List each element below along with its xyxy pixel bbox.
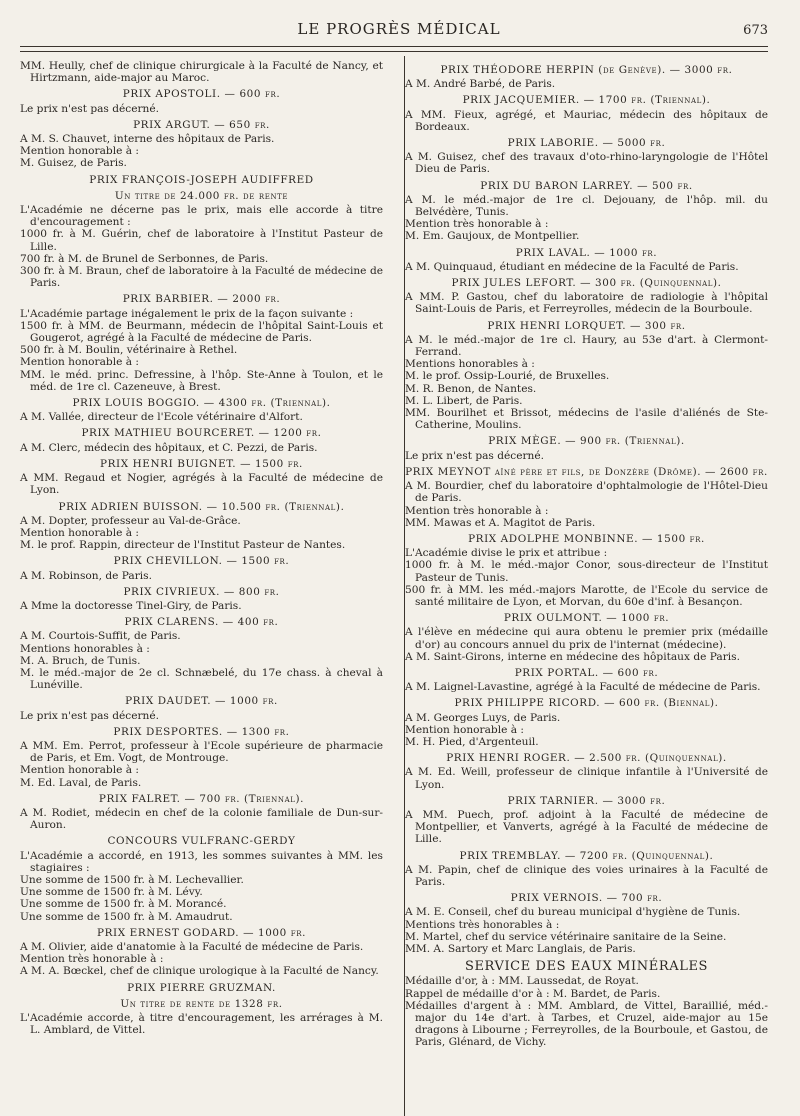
paragraph: Mention très honorable à :: [405, 218, 549, 231]
prize-heading: PRIX ERNEST GODARD. — 1000 fr.: [97, 926, 306, 939]
paragraph: L'Académie partage inégalement le prix de la façon suivante :: [20, 307, 354, 320]
prize-heading: PRIX MEYNOT aîné père et fils, de Donzère (Drôme). — 2600 fr.: [405, 465, 768, 478]
paragraph: L'Académie a accordé, en 1913, les sommes suivantes à MM. les stagiaires :: [20, 849, 383, 874]
prize-heading: PRIX OULMONT. — 1000 fr.: [503, 612, 670, 625]
paragraph: Une somme de 1500 fr. à M. Lévy.: [20, 886, 203, 899]
paragraph: A MM. P. Gastou, chef du laboratoire de radiologie à l'hôpital Saint-Louis de Paris, et Ferreyrolles, médecin de la Bourboule.: [405, 291, 768, 316]
paragraph: A M. Quinquaud, étudiant en médecine de la Faculté de Paris.: [405, 260, 739, 273]
paragraph: A M. Laignel-Lavastine, agrégé à la Faculté de médecine de Paris.: [405, 681, 761, 694]
section-heading: SERVICE DES EAUX MINÉRALES: [464, 959, 709, 975]
page-number: 673: [743, 23, 768, 38]
paragraph: A M. E. Conseil, chef du bureau municipal d'hygiène de Tunis.: [405, 906, 741, 919]
paragraph: M. le prof. Ossip-Lourié, de Bruxelles.: [405, 370, 610, 383]
paragraph: M. A. Bruch, de Tunis.: [20, 654, 141, 667]
prize-heading: PRIX ARGUT. — 650 fr.: [133, 118, 270, 131]
prize-heading: PRIX PIERRE GRUZMAN.: [127, 981, 276, 994]
paragraph: 1500 fr. à MM. de Beurmann, médecin de l'hôpital Saint-Louis et Gougerot, agrégé à la Faculté de médecine de Paris.: [20, 319, 383, 345]
paragraph: A M. Clerc, médecin des hôpitaux, et C. Pezzi, de Paris.: [20, 441, 318, 454]
paragraph: Le prix n'est pas décerné.: [20, 102, 159, 115]
paragraph: Mentions très honorables à :: [405, 918, 560, 931]
column-divider: [404, 56, 405, 1116]
prize-heading: PRIX TARNIER. — 3000 fr.: [507, 794, 666, 807]
prize-heading: PRIX LAVAL. — 1000 fr.: [515, 246, 658, 259]
prize-heading: PRIX THÉODORE HERPIN (de Genève). — 3000 fr.: [440, 64, 733, 76]
prize-heading: PRIX DAUDET. — 1000 fr.: [125, 695, 278, 708]
paragraph: Médailles d'argent à : MM. Amblard, de Vittel, Baraillié, méd.-major du 14e d'art. à Tarbes, et Cruzel, aide-major au 15e dragons à Libourne ; Ferreyrolles, de la Bourboule, et Gastou, de Paris, Glénard, de Vichy.: [405, 999, 768, 1049]
paragraph: Mention honorable à :: [20, 764, 139, 777]
prize-heading: PRIX JULES LEFORT. — 300 fr. (Quinquennal).: [451, 277, 722, 290]
prize-heading: PRIX JACQUEMIER. — 1700 fr. (Triennal).: [462, 94, 711, 107]
prize-heading: PRIX CIVRIEUX. — 800 fr.: [123, 585, 280, 598]
paragraph: M. L. Libert, de Paris.: [405, 394, 523, 407]
paragraph: MM. A. Sartory et Marc Langlais, de Paris.: [405, 943, 636, 955]
paragraph: A MM. Fieux, agrégé, et Mauriac, médecin des hôpitaux de Bordeaux.: [405, 108, 768, 133]
prize-heading: PRIX MATHIEU BOURCERET. — 1200 fr.: [81, 427, 322, 440]
paragraph: A M. Vallée, directeur de l'Ecole vétérinaire d'Alfort.: [20, 411, 303, 424]
paragraph: A M. Olivier, aide d'anatomie à la Faculté de médecine de Paris.: [20, 941, 364, 953]
paragraph: A M. Robinson, de Paris.: [20, 569, 152, 582]
paragraph: Rappel de médaille d'or à : M. Bardet, de Paris.: [405, 987, 661, 1000]
prize-heading: PRIX HENRI BUIGNET. — 1500 fr.: [100, 457, 303, 470]
paragraph: M. Guisez, de Paris.: [20, 157, 127, 170]
prize-heading: PRIX HENRI ROGER. — 2.500 fr. (Quinquennal).: [446, 752, 727, 765]
paragraph: A M. A. Bœckel, chef de clinique urologique à la Faculté de Nancy.: [20, 965, 379, 978]
paragraph: 1000 fr. à M. Guérin, chef de laboratoire à l'Institut Pasteur de Lille.: [20, 228, 383, 253]
paragraph: M. Em. Gaujoux, de Montpellier.: [405, 230, 580, 243]
prize-heading: PRIX BARBIER. — 2000 fr.: [122, 293, 281, 306]
left-column: [20, 60, 393, 1049]
paragraph: Mention très honorable à :: [405, 504, 549, 517]
paragraph: L'Académie divise le prix et attribue :: [405, 547, 608, 560]
paragraph: MM. Mawas et A. Magitot de Paris.: [405, 516, 596, 529]
paragraph: Mentions honorables à :: [405, 358, 535, 371]
paragraph: Mention honorable à :: [20, 145, 139, 158]
prize-heading: PRIX ADOLPHE MONBINNE. — 1500 fr.: [468, 532, 705, 545]
paragraph: A MM. Regaud et Nogier, agrégés à la Faculté de médecine de Lyon.: [20, 472, 383, 497]
prize-heading: PRIX CHEVILLON. — 1500 fr.: [113, 555, 290, 568]
paragraph: A M. Rodiet, médecin en chef de la colonie familiale de Dun-sur-Auron.: [20, 806, 383, 832]
paragraph: Mention honorable à :: [20, 526, 139, 539]
prize-heading: PRIX VERNOIS. — 700 fr.: [510, 892, 663, 905]
paragraph: Mentions honorables à :: [20, 642, 150, 655]
paragraph: Le prix n'est pas décerné.: [405, 449, 544, 462]
prize-heading: PRIX FRANÇOIS-JOSEPH AUDIFFRED: [89, 173, 314, 186]
prize-heading: PRIX TREMBLAY. — 7200 fr. (Quinquennal).: [459, 849, 714, 862]
paragraph: M. Ed. Laval, de Paris.: [20, 776, 142, 789]
paragraph: Mention honorable à :: [405, 723, 524, 736]
paragraph: MM. Heully, chef de clinique chirurgicale à la Faculté de Nancy, et Hirtzmann, aide-major au Maroc.: [20, 60, 383, 85]
paragraph: Médaille d'or, à : MM. Laussedat, de Royat.: [405, 975, 639, 988]
prize-heading: PRIX PORTAL. — 600 fr.: [514, 666, 659, 679]
prize-heading: Un titre de 24.000 fr. de rente: [114, 189, 289, 202]
paragraph: A MM. Puech, prof. adjoint à la Faculté de médecine de Montpellier, et Vanverts, agrégé à la Faculté de médecine de Lille.: [405, 808, 768, 846]
paragraph: A M. Saint-Girons, interne en médecine des hôpitaux de Paris.: [405, 650, 740, 663]
prize-heading: PRIX HENRI LORQUET. — 300 fr.: [487, 319, 686, 332]
paragraph: M. R. Benon, de Nantes.: [405, 382, 537, 395]
paragraph: 300 fr. à M. Braun, chef de laboratoire à la Faculté de médecine de Paris.: [20, 265, 383, 290]
paragraph: A M. Guisez, chef des travaux d'oto-rhino-laryngologie de l'Hôtel Dieu de Paris.: [405, 151, 768, 176]
two-column-body: [20, 60, 768, 1049]
prize-heading: PRIX FALRET. — 700 fr. (Triennal).: [98, 792, 305, 805]
paragraph: A M. S. Chauvet, interne des hôpitaux de Paris.: [20, 133, 275, 146]
paragraph: M. le méd.-major de 2e cl. Schnæbelé, du 17e chass. à cheval à Lunéville.: [20, 666, 383, 692]
paragraph: A M. le méd.-major de 1re cl. Haury, au 53e d'art. à Clermont-Ferrand.: [405, 333, 768, 359]
paragraph: A M. Courtois-Suffit, de Paris.: [20, 630, 181, 643]
prize-heading: PRIX CLARENS. — 400 fr.: [124, 616, 279, 629]
prize-heading: CONCOURS VULFRANC-GERDY: [107, 835, 296, 848]
paragraph: A l'élève en médecine qui aura obtenu le premier prix (médaille d'or) au concours annuel du prix de l'internat (médecine).: [405, 626, 768, 651]
paragraph: A M. Ed. Weill, professeur de clinique infantile à l'Université de Lyon.: [405, 766, 768, 791]
paragraph: A M. Bourdier, chef du laboratoire d'ophtalmologie de l'Hôtel-Dieu de Paris.: [405, 480, 768, 505]
prize-heading: PRIX DU BARON LARREY. — 500 fr.: [480, 179, 693, 192]
paragraph: 1000 fr. à M. le méd.-major Conor, sous-directeur de l'Institut Pasteur de Tunis.: [405, 559, 768, 584]
prize-heading: PRIX APOSTOLI. — 600 fr.: [122, 88, 281, 101]
paragraph: A M. le méd.-major de 1re cl. Dejouany, de l'hôp. mil. du Belvédère, Tunis.: [405, 193, 768, 219]
paragraph: A M. Dopter, professeur au Val-de-Grâce.: [20, 514, 241, 527]
paragraph: Mention très honorable à :: [20, 953, 164, 966]
prize-heading: PRIX LOUIS BOGGIO. — 4300 fr. (Triennal).: [72, 397, 331, 410]
journal-title: LE PROGRÈS MÉDICAL: [297, 20, 501, 38]
header-rule: [20, 46, 768, 52]
paragraph: MM. Bourilhet et Brissot, médecins de l'asile d'aliénés de Ste-Catherine, Moulins.: [405, 407, 768, 432]
paragraph: Mention honorable à :: [20, 356, 139, 369]
paragraph: A M. André Barbé, de Paris.: [405, 78, 556, 91]
paragraph: Une somme de 1500 fr. à M. Morancé.: [20, 898, 227, 911]
right-column: [393, 60, 768, 1049]
paragraph: M. H. Pied, d'Argenteuil.: [405, 735, 539, 748]
paragraph: Le prix n'est pas décerné.: [20, 709, 159, 722]
paragraph: 500 fr. à MM. les méd.-majors Marotte, de l'Ecole du service de santé militaire de Lyon, et Morvan, du 60e d'inf. à Besançon.: [405, 583, 768, 608]
paragraph: L'Académie accorde, à titre d'encouragement, les arrérages à M. L. Amblard, de Vittel.: [20, 1012, 383, 1037]
page-header: [20, 20, 768, 44]
paragraph: A M. Papin, chef de clinique des voies urinaires à la Faculté de Paris.: [405, 863, 768, 888]
prize-heading: PRIX PHILIPPE RICORD. — 600 fr. (Biennal).: [454, 697, 719, 710]
prize-heading: PRIX ADRIEN BUISSON. — 10.500 fr. (Triennal).: [58, 500, 345, 513]
paragraph: 500 fr. à M. Boulin, vétérinaire à Rethel.: [20, 344, 238, 357]
paragraph: M. Martel, chef du service vétérinaire sanitaire de la Seine.: [405, 930, 727, 943]
paragraph: A Mme la doctoresse Tinel-Giry, de Paris.: [20, 599, 242, 612]
paragraph: Une somme de 1500 fr. à M. Lechevallier.: [20, 873, 244, 886]
paragraph: Une somme de 1500 fr. à M. Amaudrut.: [20, 910, 233, 923]
paragraph: L'Académie ne décerne pas le prix, mais elle accorde à titre d'encouragement :: [20, 204, 383, 229]
paragraph: A M. Georges Luys, de Paris.: [405, 711, 561, 724]
prize-heading: PRIX DESPORTES. — 1300 fr.: [113, 725, 290, 738]
prize-heading: Un titre de rente de 1328 fr.: [120, 997, 283, 1010]
prize-heading: PRIX LABORIE. — 5000 fr.: [507, 137, 666, 150]
paragraph: A MM. Em. Perrot, professeur à l'Ecole supérieure de pharmacie de Paris, et Em. Vogt, de Montrouge.: [20, 739, 383, 765]
paragraph: 700 fr. à M. de Brunel de Serbonnes, de Paris.: [20, 252, 269, 265]
paragraph: M. le prof. Rappin, directeur de l'Institut Pasteur de Nantes.: [20, 539, 346, 552]
paragraph: MM. le méd. princ. Defressine, à l'hôp. Ste-Anne à Toulon, et le méd. de 1re cl. Cazeneuve, à Brest.: [20, 368, 383, 393]
prize-heading: PRIX MÈGE. — 900 fr. (Triennal).: [488, 435, 685, 448]
